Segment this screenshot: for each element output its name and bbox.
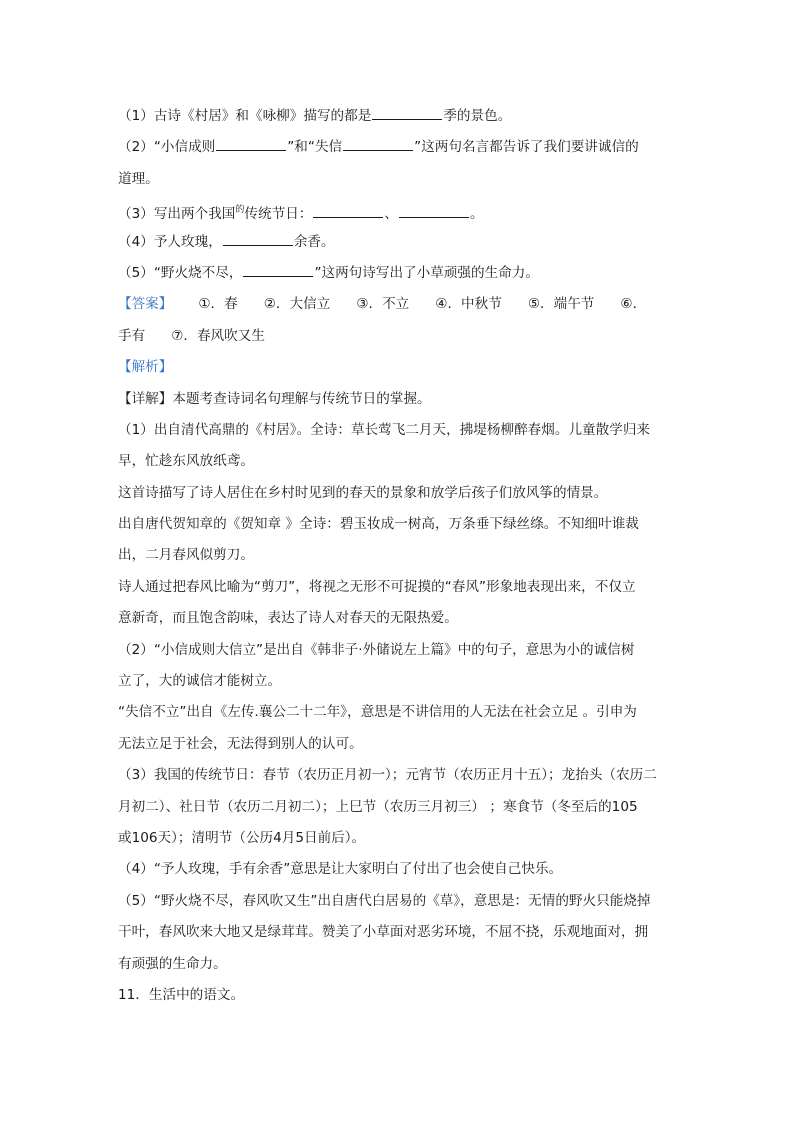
question-3 — [118, 195, 678, 226]
question-5 — [118, 258, 678, 289]
analysis-line: 或106天）；清明节（公历4月5日前后）。 — [118, 829, 366, 846]
question-3-sep: 、 — [384, 206, 398, 223]
fill-blank — [313, 203, 383, 218]
detail-line — [118, 384, 678, 415]
analysis-line: （1）出自清代高鼎的《村居》。全诗：草长莺飞二月天，拂堤杨柳醉春烟。儿童散学归来 — [118, 421, 651, 438]
question-2 — [118, 132, 678, 163]
analysis-line: 干叶，春风吹来大地又是绿茸茸。赞美了小草面对恶劣环境，不屈不挠，乐观地面对，拥 — [118, 924, 649, 941]
analysis-line: “失信不立”出自《左传.襄公二十二年》，意思是不讲信用的人无法在社会立足 。引申为 — [118, 704, 637, 721]
question-4 — [118, 227, 678, 258]
answer-label: 【答案】 — [118, 296, 173, 313]
answer-item: ①．春 — [198, 296, 238, 313]
analysis-line: 立了，大的诚信才能树立。 — [118, 673, 282, 690]
question-2-text: （2）“小信成则 — [118, 139, 216, 156]
question-4-text: （4）予人玫瑰， — [118, 233, 222, 250]
analysis-line: 诗人通过把春风比喻为“剪刀”，将视之无形不可捉摸的“春风”形象地表现出来，不仅立 — [118, 578, 636, 595]
answer-line-2 — [118, 321, 678, 352]
question-4-tail: 余香。 — [293, 233, 335, 250]
question-3-mid: 传统节日： — [244, 206, 313, 223]
fill-blank — [223, 231, 293, 246]
analysis-line: 月初二）、社日节（农历二月初二）；上巳节（农历三月初三） ；寒食节（冬至后的105 — [118, 798, 638, 815]
question-2-line2: 道理。 — [118, 170, 159, 187]
fill-blank — [399, 203, 469, 218]
question-1-tail: 季的景色。 — [443, 108, 512, 124]
answer-item: ⑤．端午节 — [527, 296, 595, 313]
question-3-text: （3）写出两个我国 — [118, 206, 236, 223]
analysis-line: （3）我国的传统节日：春节（农历正月初一）；元宵节（农历正月十五）；龙抬头（农历二 — [118, 767, 657, 784]
answer-item: ④．中秋节 — [435, 296, 502, 313]
answer-item: ⑦．春风吹又生 — [171, 327, 265, 344]
answer-item: ②．大信立 — [263, 296, 331, 313]
document-page — [118, 101, 678, 1011]
question-2-tail: ”这两句名言都告诉了我们要讲诚信的 — [414, 139, 639, 156]
analysis-line: 早，忙趁东风放纸鸢。 — [118, 453, 254, 470]
question-5-text: （5）“野火烧不尽， — [118, 264, 243, 281]
question-2-mid: ”和“失信 — [287, 139, 343, 156]
analysis-label: 【解析】 — [118, 359, 173, 376]
answer-line — [118, 289, 678, 320]
answer-item: ③．不立 — [356, 296, 410, 313]
question-5-tail: ”这两句诗写出了小草顽强的生命力。 — [314, 264, 539, 281]
analysis-line: 有顽强的生命力。 — [118, 955, 227, 972]
analysis-line: 出自唐代贺知章的《贺知章 》全诗：碧玉妆成一树高，万条垂下绿丝绦。不知细叶谁裁 — [118, 516, 639, 533]
question-3-end: 。 — [469, 206, 484, 223]
question-3-small-char: 的 — [235, 205, 245, 216]
detail-label: 【详解】 — [118, 390, 173, 407]
answer-item: ⑥． — [620, 296, 647, 313]
analysis-line: 无法立足于社会，无法得到别人的认可。 — [118, 735, 363, 752]
fill-blank — [243, 262, 313, 277]
analysis-line: （2）“小信成则大信立”是出自《韩非子·外储说左上篇》中的句子，意思为小的诚信树 — [118, 641, 635, 658]
fill-blank — [372, 105, 442, 120]
analysis-line: （5）“野火烧不尽，春风吹又生”出自唐代白居易的《草》，意思是：无情的野火只能烧掉 — [118, 892, 651, 909]
analysis-line: 这首诗描写了诗人居住在乡村时见到的春天的景象和放学后孩子们放风筝的情景。 — [118, 484, 608, 501]
detail-text: 本题考查诗词名句理解与传统节日的掌握。 — [172, 390, 431, 407]
fill-blank — [216, 136, 286, 151]
analysis-line: 意新奇，而且饱含韵味，表达了诗人对春天的无限热爱。 — [118, 610, 458, 627]
fill-blank — [343, 136, 413, 151]
answer-item-cont: 手有 — [118, 327, 146, 344]
question-1 — [118, 101, 678, 132]
analysis-line: （4）“予人玫瑰，手有余香”意思是让大家明白了付出了也会使自己快乐。 — [118, 861, 563, 878]
next-question: 11．生活中的语文。 — [118, 986, 245, 1003]
analysis-line: 出，二月春风似剪刀。 — [118, 547, 254, 564]
question-1-text: （1）古诗《村居》和《咏柳》描写的都是 — [118, 108, 372, 124]
